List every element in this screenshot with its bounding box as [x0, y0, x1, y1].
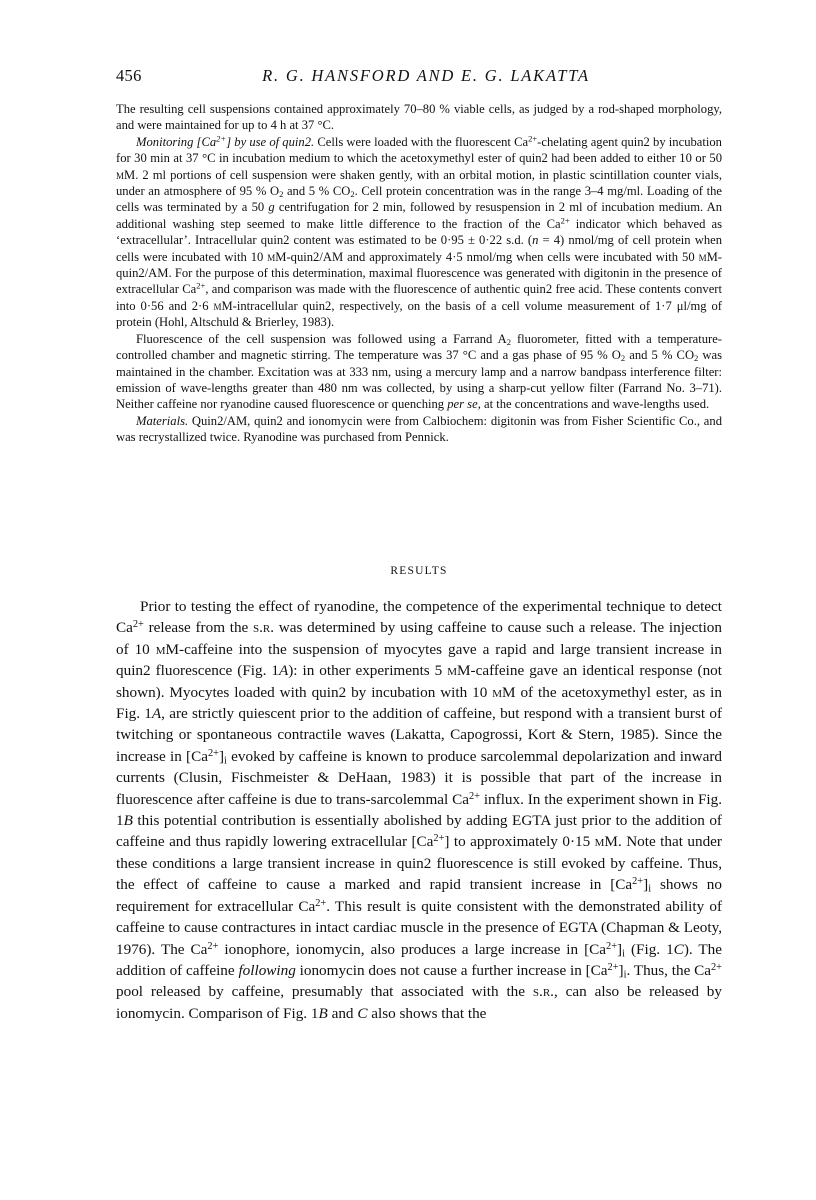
quin2-loading-paragraph: Monitoring $[Ca^{2+}]$ by use of quin2. Cells were loaded with the fluorescent $Ca^{2+}$-chelating agent quin2 by incubation for 30 min at 37 °C in incubation medium to which the acetoxymethyl ester of quin2 had been added to either 10 or 50 μM. 2 ml portions of cell suspension were shaken gently, with an orbital motion, in plastic scintillation counter vials, under an atmosphere of 95 % $O_2$ and 5 % $CO_2$. Cell protein concentration was in the range 3–4 mg/ml. Loading of the cells was terminated by a 50 g centrifugation for 2 min, followed by resuspension in 2 ml of incubation medium. An additional washing step seemed to make little difference to the fraction of the $Ca^{2+}$ indicator which behaved as ‘extracellular’. Intracellular quin2 content was estimated to be 0·95 ± 0·22 s.d. (n = 4) nmol/mg of cell protein when cells were incubated with 10 μM-quin2/AM and approximately 4·5 nmol/mg when cells were incubated with 50 μM-quin2/AM. For the purpose of this determination, maximal fluorescence was generated with digitonin in the presence of extracellular $Ca^{2+}$, and comparison was made with the fluorescence of authentic quin2 free acid. These contents convert into 0·56 and 2·6 mM-intracellular quin2, respectively, on the basis of a cell volume measurement of 1·7 μl/mg of protein (Hohl, Altschuld & Brierley, 1983).: [116, 133, 723, 330]
methods-section: [116, 101, 722, 446]
running-head: [116, 66, 736, 88]
quin2-subheading: Monitoring $[Ca^{2+}]$ by use of quin2.: [136, 133, 315, 149]
materials-paragraph: Materials. Quin2/AM, quin2 and ionomycin were from Calbiochem: digitonin was from Fisher Scientific Co., and was recrystallized twice. Ryanodine was purchased from Pennick.: [116, 413, 722, 445]
results-paragraph: Prior to testing the effect of ryanodine, the competence of the experimental technique to detect $Ca^{2+}$ release from the s.r. was determined by using caffeine to cause such a release. The injection of 10 mM-caffeine into the suspension of myocytes gave a rapid and large transient increase in quin2 fluorescence (Fig. 1A): in other experiments 5 mM-caffeine gave an identical response (not shown). Myocytes loaded with quin2 by incubation with 10 μM of the acetoxymethyl ester, as in Fig. 1A, are strictly quiescent prior to the addition of caffeine, but respond with a transient burst of twitching or spontaneous contractile waves (Lakatta, Capogrossi, Kort & Stern, 1985). Since the increase in $[Ca^{2+}]_i$ evoked by caffeine is known to produce sarcolemmal depolarization and inward currents (Clusin, Fischmeister & DeHaan, 1983) it is possible that part of the increase in fluorescence after caffeine is due to trans-sarcolemmal $Ca^{2+}$ influx. In the experiment shown in Fig. 1B this potential contribution is essentially abolished by adding EGTA just prior to the addition of caffeine and thus rapidly lowering extracellular $[Ca^{2+}]$ to approximately 0·15 μM. Note that under these conditions a large transient increase in quin2 fluorescence is still evoked by caffeine. Thus, the effect of caffeine to cause a marked and rapid transient increase in $[Ca^{2+}]_i$ shows no requirement for extracellular $Ca^{2+}$. This result is quite consistent with the demonstrated ability of caffeine to cause contractures in intact cardiac muscle in the presence of EGTA (Chapman & Leoty, 1976). The $Ca^{2+}$ ionophore, ionomycin, also produces a large increase in $[Ca^{2+}]_i$ (Fig. 1C). The addition of caffeine following ionomycin does not cause a further increase in $[Ca^{2+}]_i$. Thus, the $Ca^{2+}$ pool released by caffeine, presumably that associated with the s.r., can also be released by ionomycin. Comparison of Fig. 1B and C also shows that the: [116, 598, 723, 1022]
results-section: [116, 596, 722, 1024]
running-head-authors: R. G. HANSFORD AND E. G. LAKATTA: [262, 66, 590, 85]
materials-subheading: Materials.: [136, 413, 189, 428]
page-number: 456: [116, 66, 142, 85]
viability-paragraph: The resulting cell suspensions contained approximately 70–80 % viable cells, as judged by a rod-shaped morphology, and were maintained for up to 4 h at 37 °C.: [116, 102, 722, 133]
results-heading: RESULTS: [390, 565, 448, 577]
fluorescence-paragraph: Fluorescence of the cell suspension was followed using a Farrand $A_2$ fluorometer, fitted with a temperature-controlled chamber and magnetic stirring. The temperature was 37 °C and a gas phase of 95 % $O_2$ and 5 % $CO_2$ was maintained in the chamber. Excitation was at 333 nm, using a mercury lamp and a narrow bandpass interference filter: emission of wave-lengths greater than 480 nm was collected, by using a sharp-cut yellow filter (Farrand No. 3–71). Neither caffeine nor ryanodine caused fluorescence or quenching per se, at the concentrations and wave-lengths used.: [116, 331, 723, 412]
